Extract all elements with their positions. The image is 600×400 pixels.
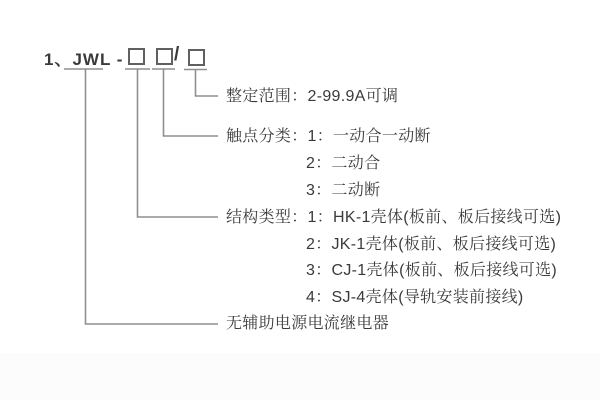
structure-type-option: 4：SJ-4壳体(导轨安装前接线) xyxy=(306,289,524,306)
callout-structure-type: 结构类型：1：HK-1壳体(板前、板后接线可选) xyxy=(226,209,562,226)
contact-class-digit-box xyxy=(156,48,173,65)
callout-contact-class: 触点分类：1：一动合一动断 xyxy=(226,128,431,145)
callout-line-product-name xyxy=(86,69,219,324)
product-name-label: 无辅助电源电流继电器 xyxy=(226,315,390,332)
contact-class-option: 3：二动断 xyxy=(306,182,381,199)
structure-type-digit-box xyxy=(128,48,145,65)
model-number-title: 1、JWL - xyxy=(44,50,124,69)
slash-separator: / xyxy=(174,44,180,65)
callout-line-contact-class xyxy=(164,69,219,136)
setting-range-digit-box xyxy=(188,49,205,66)
callout-line-structure-type xyxy=(138,69,219,217)
contact-class-option: 2：二动合 xyxy=(306,155,381,172)
callout-setting-range: 整定范围：2-99.9A可调 xyxy=(226,88,399,105)
structure-type-option: 2：JK-1壳体(板前、板后接线可选) xyxy=(306,236,557,253)
callout-line-setting-range xyxy=(196,70,219,97)
structure-type-option: 3：CJ-1壳体(板前、板后接线可选) xyxy=(306,262,558,279)
